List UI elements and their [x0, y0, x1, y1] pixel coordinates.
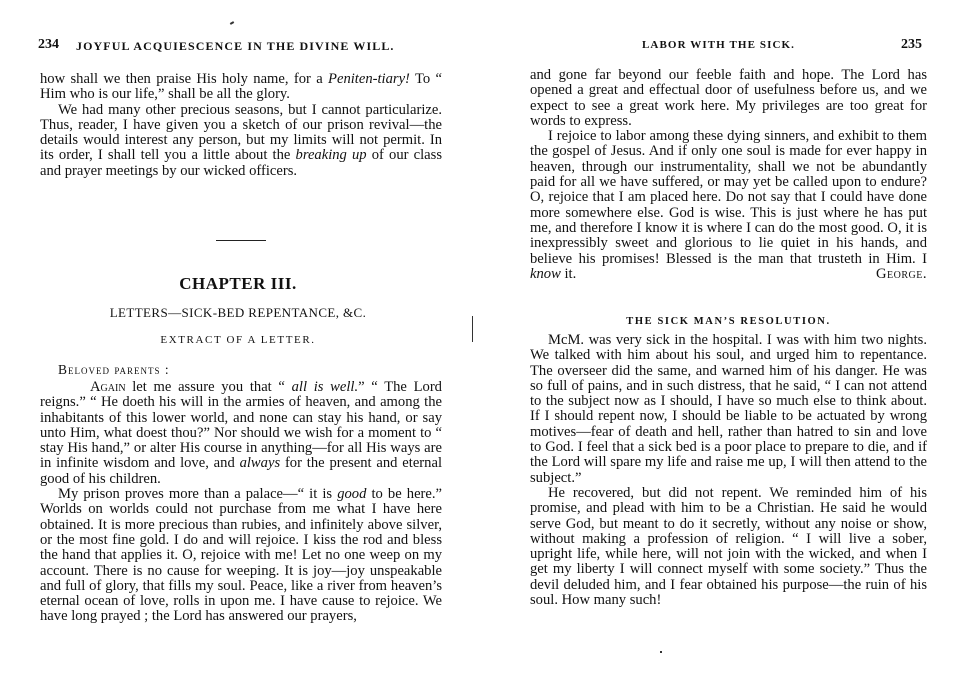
paragraph: He recovered, but did not repent. We reminded him of his promise, and plead with him to be a Christian. He said he would serve God, but meant to do it secretly, without any noise or show, without making a profession of religion. “ I will live a sober, upright life, while here, will not join with the wicked, and when I get my liberty I will connect myself with some society.” Thus the devil deluded him, and I fear obtained his purpose—the ruin of his soul. How many such! — [530, 484, 927, 609]
gutter-mark — [472, 316, 473, 342]
salutation: Beloved parents : — [58, 362, 170, 377]
paragraph: Again let me assure you that “ all is well.” “ The Lord reigns.” “ He doeth his will in the armies of heaven, and among the inhabitants of this lower world, and none can stay his hand, or say unto Him, what doest thou?” Nor should we wish for a moment to “ stay His hand,” or alter His course in anything—for all His ways are in infinite wisdom and love, and always for the present and eternal good of his children. — [40, 379, 442, 487]
print-speck — [660, 651, 662, 653]
page-number-left: 234 — [38, 37, 59, 52]
paragraph: how shall we then praise His holy name, for a Peniten-tiary! To “ Him who is our life,” shall be all the glory. — [40, 71, 442, 103]
paragraph: We had many other precious seasons, but I cannot particularize. Thus, reader, I have given you a sketch of our prison revival—the details would interest any person, but my limits will not permit. In its order, I shall tell you a little about the breaking up of our class and prayer meetings by our wicked officers. — [40, 101, 443, 179]
signature: George. — [875, 265, 927, 282]
extract-heading: EXTRACT OF A LETTER. — [160, 334, 316, 346]
left-top-text — [40, 72, 442, 179]
paragraph: I rejoice to labor among these dying sinners, and exhibit to them the gospel of Jesus. And if only one soul is made for ever happy in heaven, through our instrumentality, shall we not be abundantly paid for all we have suffered, or may yet be called upon to endure? O, rejoice that I am placed here. Do not say that I could have done more somewhere else. God is wise. This is just where he has put me, and therefore I know it is where I can do the most good. O, it is inexpressibly sweet and glorious to lie quiet in his hands, and believe his promises! Blessed is the man that trusteth in Him. I know it. George. — [530, 128, 927, 282]
running-head-right: LABOR WITH THE SICK. — [642, 39, 796, 51]
story-text — [530, 333, 927, 608]
print-speck — [230, 21, 234, 25]
letter-text — [40, 380, 442, 625]
right-top-text — [530, 68, 927, 282]
running-head-left: JOYFUL ACQUIESCENCE IN THE DIVINE WILL. — [76, 39, 395, 53]
chapter-title: CHAPTER III. — [179, 274, 297, 293]
page-number-right: 235 — [901, 37, 922, 52]
section-divider — [216, 240, 266, 241]
chapter-subtitle: LETTERS—SICK-BED REPENTANCE, &C. — [109, 305, 367, 320]
paragraph: and gone far beyond our feeble faith and hope. The Lord has opened a great and effectual door of usefulness before us, and we expect to see a great work here. My privileges are too great for words to express. — [530, 67, 927, 129]
paragraph: McM. was very sick in the hospital. I was with him two nights. We talked with him about his soul, and urged him to repentance. The overseer did the same, and warned him of his danger. He was so full of pains, and in such distress, that he said, “ I can not attend to the subject now as I should, I have so much else to think about. If I should repent now, I should be liable to be actuated by wrong motives—fear of death and hell, rather than hatred to sin and love to God. I feel that a sick bed is a poor place to prepare to die, and if the Lord will spare my life and raise me up, I will then attend to the subject.” — [530, 332, 927, 486]
section-heading: THE SICK MAN’S RESOLUTION. — [626, 316, 831, 327]
paragraph: My prison proves more than a palace—“ it is good to be here.” Worlds on worlds could not purchase from me what I have here obtained. It is more precious than rubies, and infinitely above silver, or the most fine gold. I do and will rejoice. I kiss the rod and bless the hand that applies it. O, rejoice with me! Let no one weep on my account. There is no cause for weeping. It is joy—joy unspeakable and full of glory, that fills my soul. Peace, like a river from heaven’s eternal ocean of love, rolls in upon me. I have cause to rejoice. We have long prayed ; the Lord has answered our prayers, — [40, 486, 443, 625]
right-page — [490, 0, 980, 697]
